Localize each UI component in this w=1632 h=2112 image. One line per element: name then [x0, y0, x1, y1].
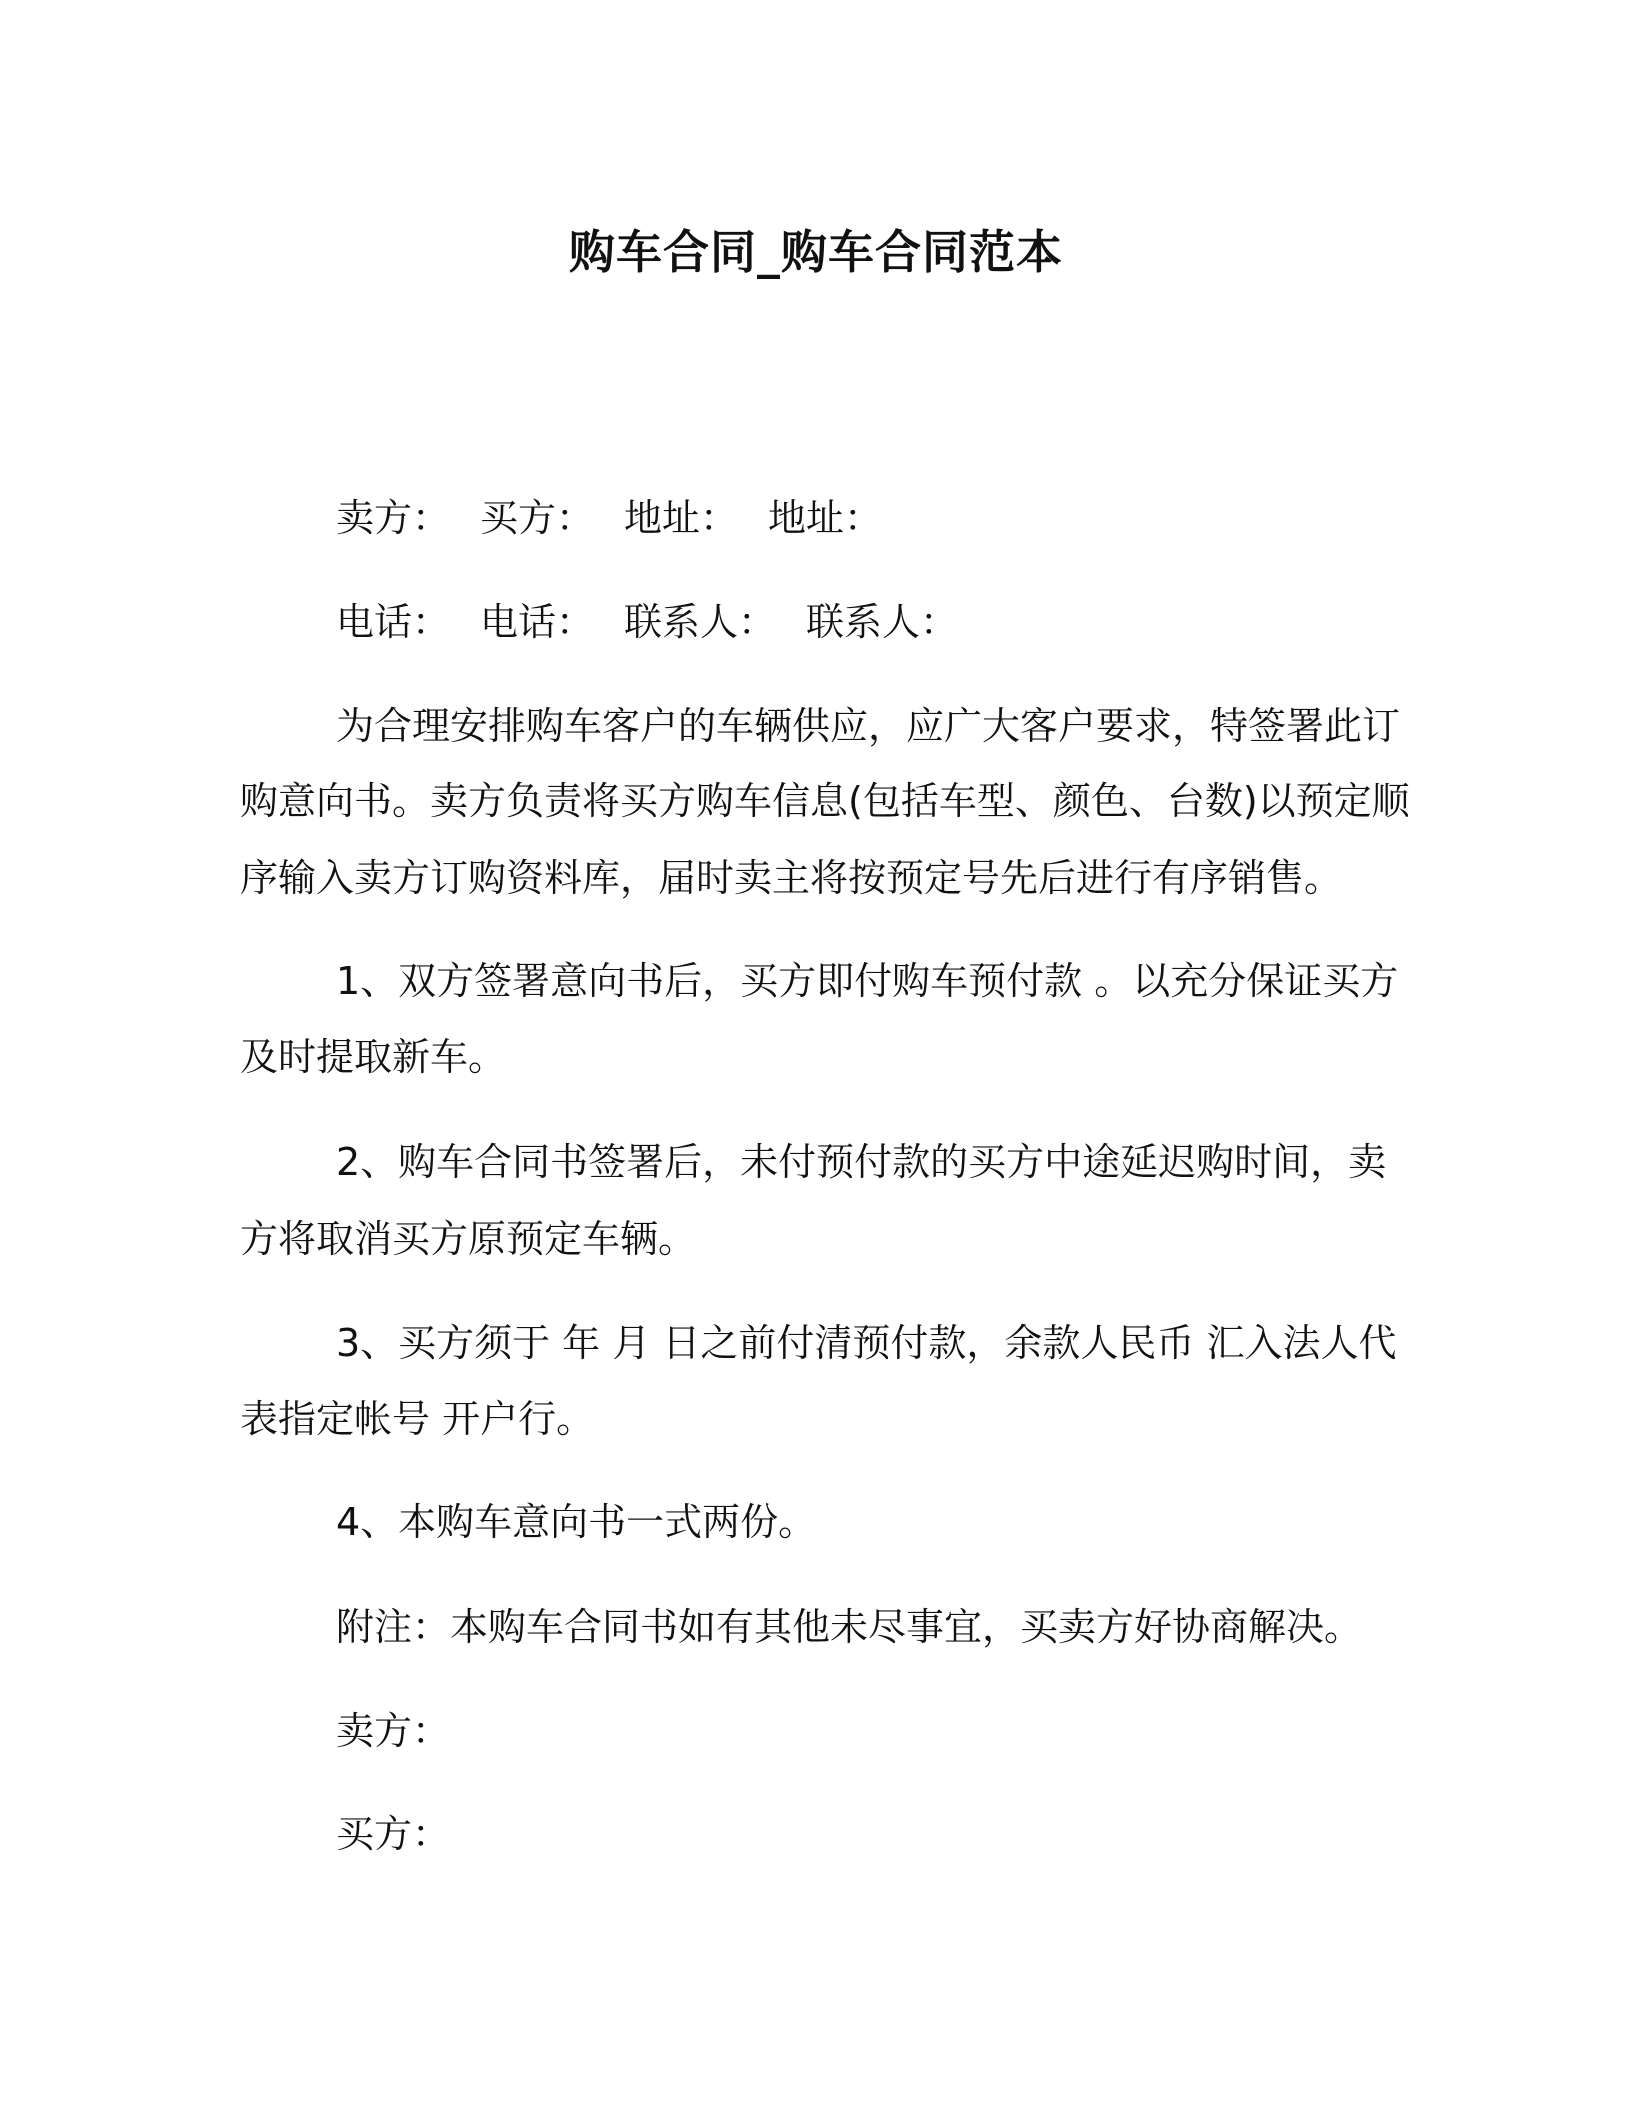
- clause-1-line-2: 及时提取新车。: [240, 1035, 507, 1079]
- buyer-contact-label: 联系人：: [806, 600, 959, 644]
- seller-contact-label: 联系人：: [624, 600, 777, 644]
- document-title: 购车合同_购车合同范本: [569, 225, 1063, 279]
- seller-signature-label: 卖方：: [336, 1709, 451, 1753]
- seller-phone-label: 电话：: [336, 600, 451, 644]
- intro-line-3: 序输入卖方订购资料库，届时卖主将按预定号先后进行有序销售。: [240, 856, 1343, 900]
- contact-info-line: [336, 597, 988, 647]
- buyer-address-label: 地址：: [768, 496, 883, 540]
- buyer-phone-label: 电话：: [480, 600, 595, 644]
- seller-label: 卖方：: [336, 496, 451, 540]
- intro-line-2: 购意向书。卖方负责将买方购车信息(包括车型、颜色、台数)以预定顺: [240, 779, 1410, 823]
- buyer-signature-label: 买方：: [336, 1812, 451, 1856]
- clause-3-line-1: 3、买方须于 年 月 日之前付清预付款，余款人民币 汇入法人代: [336, 1321, 1397, 1365]
- clause-4: 4、本购车意向书一式两份。: [336, 1500, 817, 1544]
- seller-address-label: 地址：: [624, 496, 739, 540]
- clause-1-line-1: 1、双方签署意向书后，买方即付购车预付款 。以充分保证买方: [336, 959, 1399, 1003]
- clause-2-line-2: 方将取消买方原预定车辆。: [240, 1217, 697, 1261]
- party-info-line: [336, 493, 912, 543]
- clause-2-line-1: 2、购车合同书签署后，未付预付款的买方中途延迟购时间，卖: [336, 1140, 1387, 1184]
- clause-3-line-2: 表指定帐号 开户行。: [240, 1397, 595, 1441]
- intro-line-1: 为合理安排购车客户的车辆供应，应广大客户要求，特签署此订: [336, 704, 1401, 748]
- buyer-label: 买方：: [480, 496, 595, 540]
- note: 附注：本购车合同书如有其他未尽事宜，买卖方好协商解决。: [336, 1605, 1363, 1649]
